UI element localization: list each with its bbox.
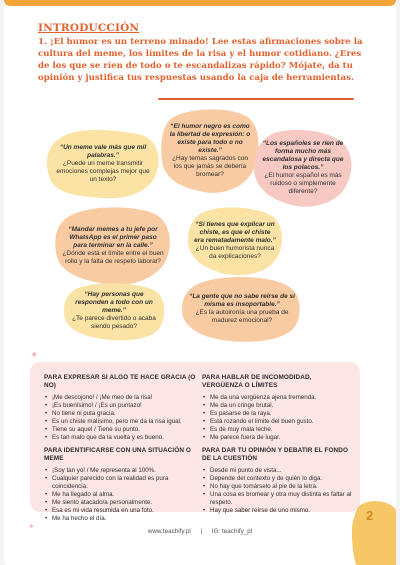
blob-text [186,206,284,276]
list-item: • Me ha llegado al alma. [44,491,196,499]
list-item: • ¡Me descojono! / ¡Me meo de la risa! [44,394,196,402]
footer-website-link[interactable]: www.teachify.pl [147,528,191,535]
list-item: • Me parece fuera de lugar. [202,434,354,442]
toolbox-column-left [44,374,196,523]
toolbox-subheading: PARA EXPRESAR SI ALGO TE HACE GRACIA (O NO) [44,374,196,389]
toolbox-column-right [202,374,354,515]
list-item: • Depende del contexto y de quién lo diga. [202,475,354,483]
list-item: • Hay que saber reírse de uno mismo. [202,507,354,515]
footer-instagram-handle[interactable]: IG: teachify_pl [211,528,253,535]
blob-question: ¿Te parece divertido o acaba siendo pesado? [72,315,156,330]
blob-text [180,276,304,342]
blob-question: ¿El humor español es más ruidoso o simplemente diferente? [264,172,342,195]
list-item: • No tiene ni puta gracia. [44,410,196,418]
list-item: • Me da una vergüenza ajena tremenda. [202,394,354,402]
list-item: • Es de muy mala leche. [202,426,354,434]
list-item: • Esa es mi vida resumida en una foto. [44,507,196,515]
page-number: 2 [366,508,374,523]
statement-blob-reirse [180,276,304,342]
phrase-list [44,394,196,441]
list-item: • No hay que tomárselo al pie de la letra. [202,483,354,491]
statement-blob-meme [46,128,160,200]
blob-text [54,206,172,286]
statement-blob-personas [62,282,166,340]
blob-quote: “Hay personas que responden a todo con un meme.” [75,291,153,314]
blob-text [160,108,260,194]
blob-text [46,128,160,200]
list-item: • Es un chiste malísimo, pero me da la risa igual. [44,418,196,426]
blob-question: ¿Puede un meme transmitir emociones complejas mejor que un texto? [56,160,150,183]
blob-quote: “Mandar memes a tu jefe por WhatsApp es el primer paso para terminar en la calle.” [68,226,158,249]
list-item: • Es tan malo que da la vuelta y es bueno. [44,434,196,442]
list-item: • Es pasarse de la raya. [202,410,354,418]
page-footer [0,528,400,535]
list-item: • Me da un cringe brutal. [202,402,354,410]
top-accent-bar [4,0,396,6]
intro-underline [158,98,354,100]
list-item: • Una cosa es bromear y otra muy distinta es faltar al respeto. [202,491,354,507]
sparkle-icon: ✦ [30,350,39,361]
statement-blob-espanoles [252,128,354,208]
statement-blob-chiste [186,206,284,276]
blob-question: ¿Es la autoironía una prueba de madurez emocional? [195,309,289,324]
list-item: • Me siento atacado/a personalmente. [44,499,196,507]
statement-blob-humor-negro [160,108,260,194]
footer-separator: | [200,528,203,535]
phrase-list [202,394,354,441]
toolbox-subheading: PARA DAR TU OPINIÓN Y DEBATIR EL FONDO DE LA CUESTIÓN [202,447,349,463]
blob-quote: “Si tienes que explicar un chiste, es que el chiste era rematadamente malo.” [194,221,276,244]
list-item: • ¡Es buenísimo! / ¡Es un puntazo! [44,402,196,410]
phrase-list [44,467,196,522]
blob-quote: “Los españoles se ríen de forma mucho más escandalosa y directa que los polacos.” [262,140,344,171]
toolbox-subheading: PARA IDENTIFICARSE CON UNA SITUACIÓN O MEME [44,447,191,463]
blob-question: ¿Dónde está el límite entre el buen rollo y la falta de respeto laboral? [62,250,164,265]
sparkle-icon: ✦ [28,522,35,531]
section-heading: INTRODUCCIÓN [38,22,140,34]
blob-question: ¿Hay temas sagrados con los que jamás se debería bromear? [172,155,248,178]
list-item: • ¡Soy tan yo! / Me representa al 100%. [44,467,196,475]
list-item: • Desde mi punto de vista... [202,467,354,475]
blob-quote: “El humor negro es como la libertad de expresión: o existe para todo o no existe.” [169,123,251,154]
blob-quote: “Un meme vale más que mil palabras.” [59,144,147,159]
list-item: • Tiene su aquel / Tiene su punto. [44,426,196,434]
page-number-tab [352,500,396,565]
list-item: • Está rozando el límite del buen gusto. [202,418,354,426]
intro-instructions: 1. ¡El humor es un terreno minado! Lee estas afirmaciones sobre la cultura del meme, los límites de la risa y el humor cotidiano. ¿Eres de los que se ríen de todo o te escandalizas rápido? Mójate, da tu opinión y justifica tus respuestas usando la caja de herramientas. [38,37,363,83]
list-item: • Me ha hecho el día. [44,515,196,523]
statement-blob-jefe [54,206,172,286]
blob-quote: “La gente que no sabe reírse de sí misma es insoportable.” [189,293,295,308]
blob-text [252,128,354,208]
phrase-list [202,467,354,514]
list-item: • Cualquier parecido con la realidad es pura coincidencia. [44,475,196,491]
blob-text [62,282,166,340]
blob-question: ¿Un buen humorista nunca da explicaciones? [195,245,275,260]
toolbox-subheading: PARA HABLAR DE INCOMODIDAD, VERGÜENZA O LÍMITES [202,374,312,389]
toolbox-panel [30,362,360,522]
